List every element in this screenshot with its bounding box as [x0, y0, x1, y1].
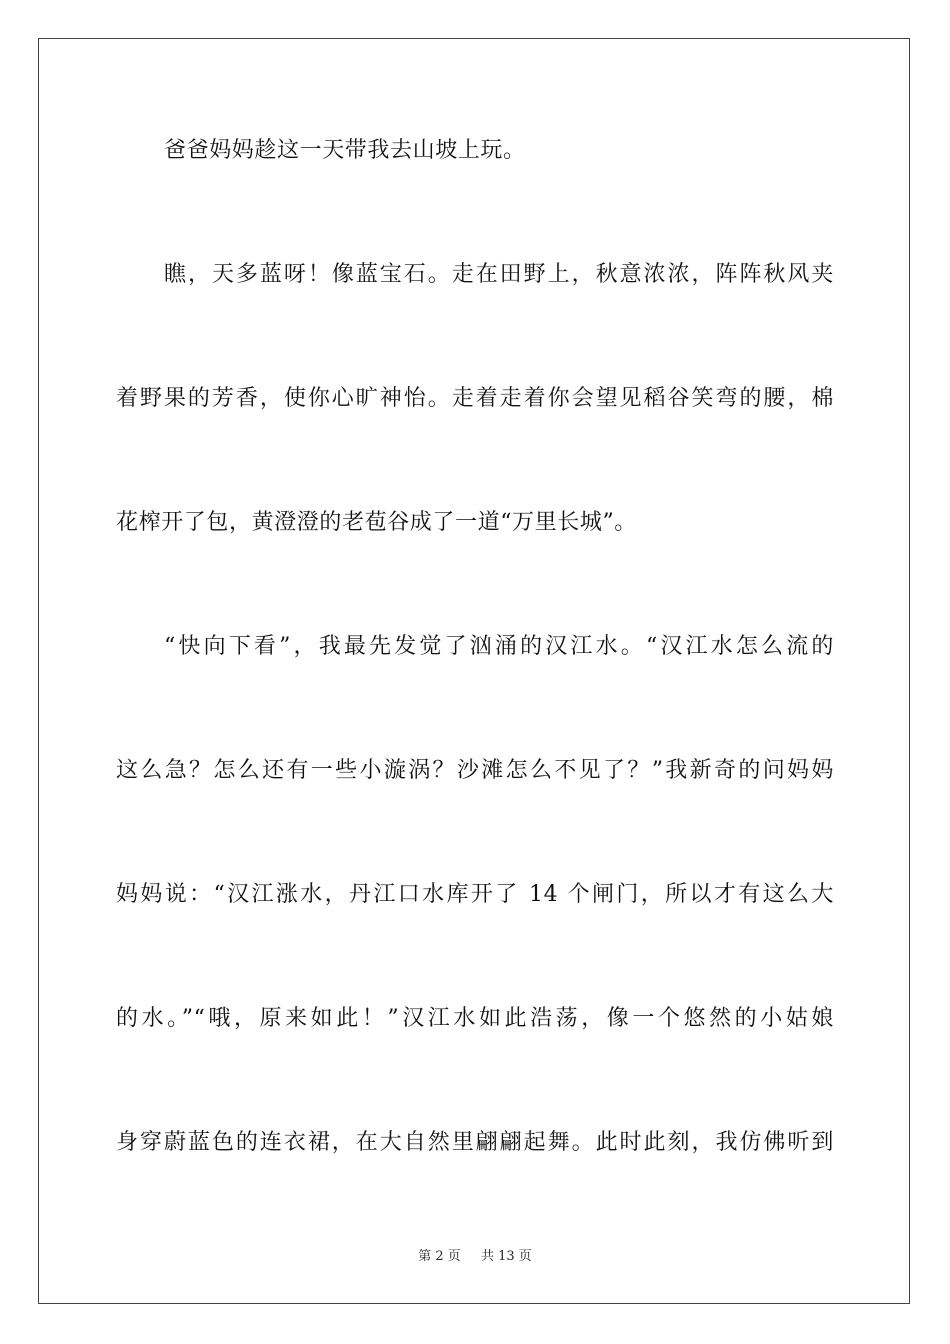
paragraph-line-5: “快向下看”，我最先发觉了汹涌的汉江水。“汉江水怎么流的	[164, 634, 834, 659]
paragraph-line-1: 爸爸妈妈趁这一天带我去山坡上玩。	[164, 138, 526, 163]
paragraph-line-9: 身穿蔚蓝色的连衣裙，在大自然里翩翩起舞。此时此刻，我仿佛听到	[116, 1130, 834, 1155]
paragraph-line-2: 瞧，天多蓝呀！像蓝宝石。走在田野上，秋意浓浓，阵阵秋风夹	[164, 262, 834, 287]
paragraph-line-6: 这么急？怎么还有一些小漩涡？沙滩怎么不见了？”我新奇的问妈妈	[116, 758, 834, 783]
page-number: 第 2 页	[418, 1249, 461, 1264]
paragraph-line-7: 妈妈说：“汉江涨水，丹江口水库开了 14 个闸门，所以才有这么大	[116, 882, 834, 907]
page-total: 共 13 页	[480, 1249, 532, 1264]
paragraph-line-3: 着野果的芳香，使你心旷神怡。走着走着你会望见稻谷笑弯的腰，棉	[116, 386, 834, 411]
paragraph-line-4: 花榨开了包，黄澄澄的老苞谷成了一道“万里长城”。	[116, 510, 637, 535]
paragraph-line-8: 的水。”“哦，原来如此！”汉江水如此浩荡，像一个悠然的小姑娘	[116, 1006, 834, 1031]
page-footer	[0, 1248, 950, 1266]
page-border	[38, 38, 910, 1304]
